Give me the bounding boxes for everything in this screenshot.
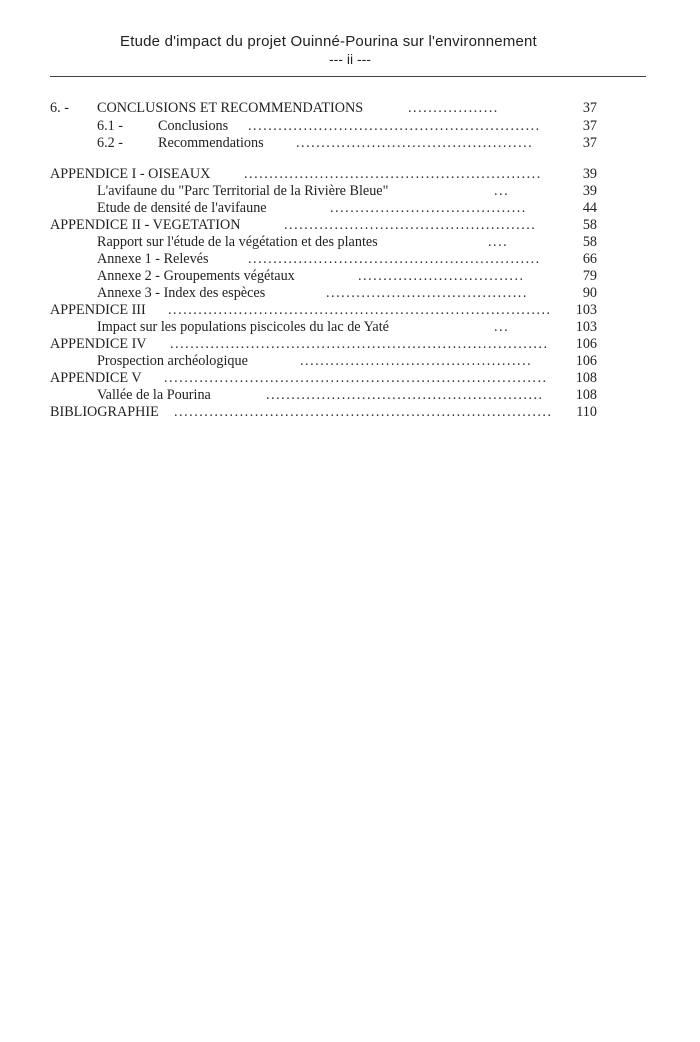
toc-entry-page: 37 xyxy=(582,135,597,151)
toc-entry-page: 90 xyxy=(582,285,597,301)
toc-entry-page: 103 xyxy=(575,302,597,318)
toc-leader-dots: ............................................... xyxy=(296,135,534,151)
toc-entry-page: 39 xyxy=(582,183,597,199)
toc-entry-page: 58 xyxy=(582,217,597,233)
toc-entry-label: Prospection archéologique xyxy=(97,353,248,369)
toc-entry-label: CONCLUSIONS ET RECOMMENDATIONS xyxy=(97,100,364,116)
toc-leader-dots: ........................................................... xyxy=(244,166,542,182)
toc-entry-label: Impact sur les populations piscicoles du lac de Yaté xyxy=(97,319,389,335)
toc-leader-dots: ............................................................................ xyxy=(168,302,552,318)
toc-leader-dots: .................................................. xyxy=(284,217,537,233)
toc-leader-dots: .......................................................... xyxy=(248,118,541,134)
toc-leader-dots: ....................................................... xyxy=(266,387,544,403)
toc-entry-page: 58 xyxy=(582,234,597,250)
toc-entry-page: 37 xyxy=(582,118,597,134)
toc-leader-dots: ........................................ xyxy=(326,285,528,301)
toc-entry-page: 39 xyxy=(582,166,597,182)
toc-entry-label: Annexe 3 - Index des espèces xyxy=(97,285,266,301)
toc-entry-page: 110 xyxy=(576,404,597,420)
toc-entry-label: BIBLIOGRAPHIE xyxy=(50,404,159,420)
toc-leader-dots: .... xyxy=(488,234,509,250)
toc-entry-page: 44 xyxy=(582,200,597,216)
toc-leader-dots: .................. xyxy=(408,100,499,116)
toc-entry-label: Annexe 1 - Relevés xyxy=(97,251,209,267)
header-title: Etude d'impact du projet Ouinné-Pourina sur l'environnement xyxy=(120,33,537,50)
toc-entry-label: Recommendations xyxy=(158,135,264,151)
toc-entry-label: APPENDICE I - OISEAUX xyxy=(50,166,211,182)
toc-leader-dots: ........................................................................... xyxy=(174,404,553,420)
toc-leader-dots: ................................. xyxy=(358,268,525,284)
toc-entry-label: Conclusions xyxy=(158,118,229,134)
toc-entry-number: 6.1 - xyxy=(97,118,124,134)
toc-leader-dots: ........................................................................... xyxy=(170,336,549,352)
toc-entry-label: APPENDICE V xyxy=(50,370,142,386)
toc-entry-label: L'avifaune du "Parc Territorial de la Rivière Bleue" xyxy=(97,183,389,199)
toc-entry-number: 6.2 - xyxy=(97,135,124,151)
toc-leader-dots: .......................................................... xyxy=(248,251,541,267)
toc-entry-label: Etude de densité de l'avifaune xyxy=(97,200,267,216)
toc-entry-page: 37 xyxy=(582,100,597,116)
toc-entry-page: 106 xyxy=(575,353,597,369)
toc-entry-page: 106 xyxy=(575,336,597,352)
toc-entry-label: APPENDICE III xyxy=(50,302,146,318)
toc-leader-dots: ....................................... xyxy=(330,200,527,216)
toc-entry-label: Rapport sur l'étude de la végétation et des plantes xyxy=(97,234,378,250)
toc-entry-label: Annexe 2 - Groupements végétaux xyxy=(97,268,295,284)
toc-entry-page: 66 xyxy=(582,251,597,267)
toc-entry-page: 103 xyxy=(575,319,597,335)
toc-entry-page: 108 xyxy=(575,370,597,386)
toc-entry-page: 79 xyxy=(582,268,597,284)
toc-entry-label: APPENDICE IV xyxy=(50,336,147,352)
toc-entry-page: 108 xyxy=(575,387,597,403)
toc-leader-dots: ... xyxy=(494,319,510,335)
header-page-number: --- ii --- xyxy=(329,51,371,67)
header-rule xyxy=(50,76,646,77)
toc-entry-number: 6. - xyxy=(50,100,69,116)
toc-leader-dots: ... xyxy=(494,183,510,199)
toc-leader-dots: ............................................................................ xyxy=(164,370,548,386)
toc-leader-dots: .............................................. xyxy=(300,353,533,369)
toc-entry-label: APPENDICE II - VEGETATION xyxy=(50,217,241,233)
toc-entry-label: Vallée de la Pourina xyxy=(97,387,211,403)
